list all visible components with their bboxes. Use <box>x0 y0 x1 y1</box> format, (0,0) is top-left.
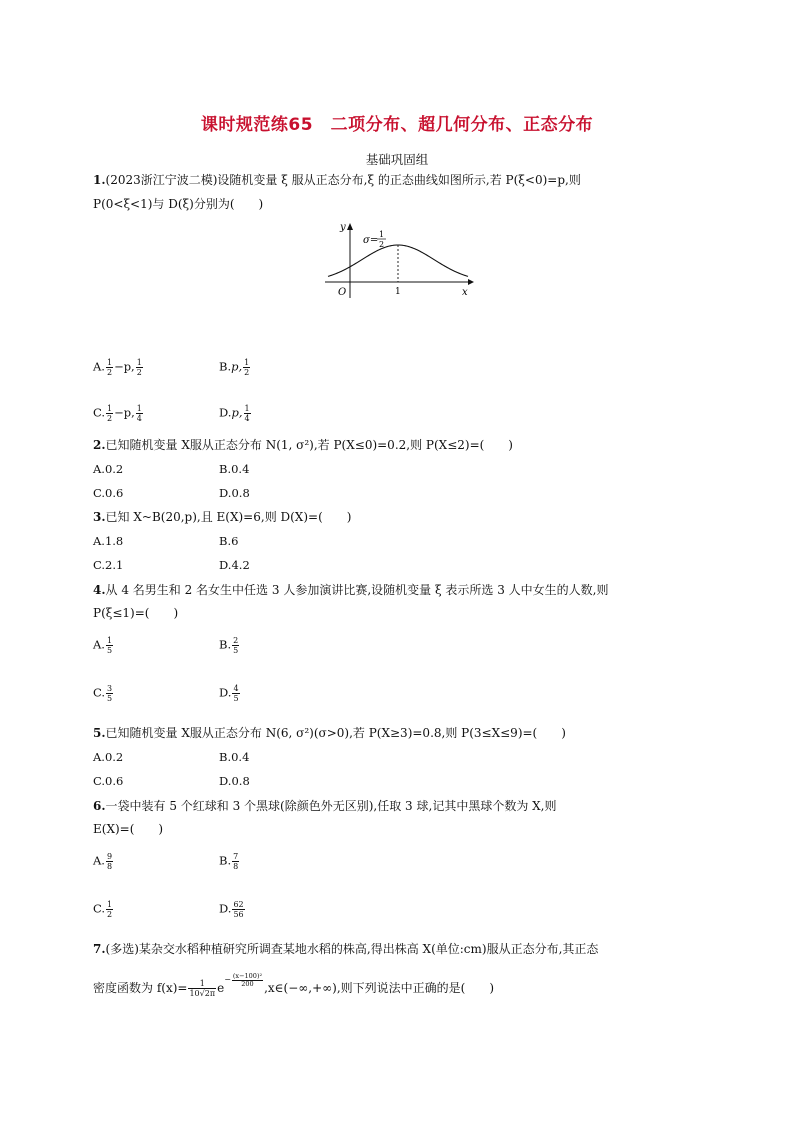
q1-option-d[interactable]: D.p, $\frac{1}{4}$ <box>219 404 250 423</box>
question-number: 5. <box>93 726 106 740</box>
q6-option-c[interactable]: C. $\frac{1}{2}$ <box>93 900 113 919</box>
page-title: 课时规范练65 二项分布、超几何分布、正态分布 <box>200 115 594 135</box>
q2-option-d[interactable]: D.0.8 <box>219 486 250 500</box>
q4-option-b[interactable]: B. $\frac{2}{5}$ <box>219 636 239 655</box>
question-4-line1: 4.从 4 名男生和 2 名女生中任选 3 人参加演讲比赛,设随机变量 ξ 表示所选 3 人中女生的人数,则 <box>93 583 609 597</box>
question-5: 5.已知随机变量 X服从正态分布 N(6, σ²)(σ>0),若 P(X≥3)=0.8,则 P(3≤X≤9)=( ) <box>93 726 566 740</box>
question-7-line1: 7.(多选)某杂交水稻种植研究所调查某地水稻的株高,得出株高 X(单位:cm)服从正态分布,其正态 <box>93 942 599 956</box>
question-2: 2.已知随机变量 X服从正态分布 N(1, σ²),若 P(X≤0)=0.2,则 P(X≤2)=( ) <box>93 438 513 452</box>
x-axis-arrow <box>468 279 474 285</box>
sigma-denominator: 2 <box>379 240 385 249</box>
q5-option-a[interactable]: A.0.2 <box>93 750 124 764</box>
sigma-label: σ= <box>363 235 379 246</box>
q1-option-a[interactable]: A. $\frac{1}{2}$ −p, $\frac{1}{2}$ <box>93 358 142 377</box>
q3-option-d[interactable]: D.4.2 <box>219 558 250 572</box>
q6-option-a[interactable]: A. $\frac{9}{8}$ <box>93 852 113 871</box>
q1-option-b[interactable]: B.p, $\frac{1}{2}$ <box>219 358 250 377</box>
sigma-numerator: 1 <box>379 230 385 239</box>
y-axis-label: y <box>340 222 346 233</box>
question-number: 3. <box>93 510 106 524</box>
q3-option-c[interactable]: C.2.1 <box>93 558 124 572</box>
question-number: 1. <box>93 173 106 187</box>
q3-option-b[interactable]: B.6 <box>219 534 239 548</box>
q1-option-c[interactable]: C. $\frac{1}{2}$ −p, $\frac{1}{4}$ <box>93 404 142 423</box>
question-7-line2: 密度函数为 f(x)= $\frac{1}{10√2\pi}$ e− $\frac{\text{(x−100)²}}{200}$ ,x∈(−∞,+∞),则下列说法中正确的是( ) <box>93 971 495 998</box>
question-6-line2: E(X)=( ) <box>93 822 164 836</box>
q4-option-a[interactable]: A. $\frac{1}{5}$ <box>93 636 113 655</box>
normal-curve-figure <box>320 218 480 304</box>
q6-option-b[interactable]: B. $\frac{7}{8}$ <box>219 852 239 871</box>
question-number: 6. <box>93 799 106 813</box>
q3-option-a[interactable]: A.1.8 <box>93 534 124 548</box>
question-number: 7. <box>93 942 106 956</box>
q4-option-c[interactable]: C. $\frac{3}{5}$ <box>93 684 113 703</box>
question-4-line2: P(ξ≤1)=( ) <box>93 606 179 620</box>
q2-option-b[interactable]: B.0.4 <box>219 462 250 476</box>
q6-option-d[interactable]: D. $\frac{62}{56}$ <box>219 900 244 919</box>
y-axis-arrow <box>347 223 353 230</box>
question-1-line2: P(0<ξ<1)与 D(ξ)分别为( ) <box>93 197 264 211</box>
q5-option-b[interactable]: B.0.4 <box>219 750 250 764</box>
q2-option-c[interactable]: C.0.6 <box>93 486 124 500</box>
question-number: 4. <box>93 583 106 597</box>
q2-option-a[interactable]: A.0.2 <box>93 462 124 476</box>
question-number: 2. <box>93 438 106 452</box>
q5-option-c[interactable]: C.0.6 <box>93 774 124 788</box>
x-axis-label: x <box>462 287 468 298</box>
origin-label: O <box>338 287 347 298</box>
question-6-line1: 6.一袋中装有 5 个红球和 3 个黑球(除颜色外无区别),任取 3 球,记其中黑球个数为 X,则 <box>93 799 557 813</box>
question-1-line1: 1.(2023浙江宁波二模)设随机变量 ξ 服从正态分布,ξ 的正态曲线如图所示,若 P(ξ<0)=p,则 <box>93 173 581 187</box>
question-3: 3.已知 X~B(20,p),且 E(X)=6,则 D(X)=( ) <box>93 510 352 524</box>
section-heading: 基础巩固组 <box>365 152 429 167</box>
q4-option-d[interactable]: D. $\frac{4}{5}$ <box>219 684 239 703</box>
tick-label-1: 1 <box>395 287 401 297</box>
q5-option-d[interactable]: D.0.8 <box>219 774 250 788</box>
